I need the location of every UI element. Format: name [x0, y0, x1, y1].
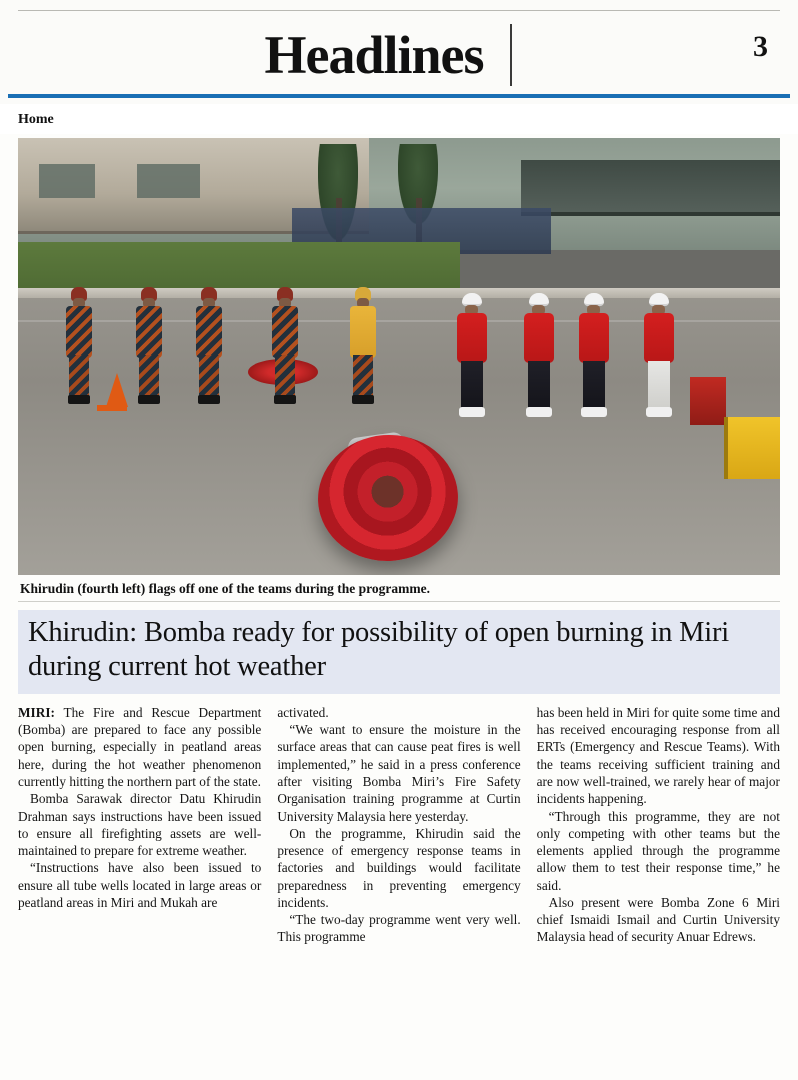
photo-block	[18, 138, 780, 602]
photo-canopy	[521, 160, 780, 216]
masthead-accent-rule	[8, 94, 790, 98]
photo-traffic-cone	[106, 373, 128, 407]
paragraph: MIRI: The Fire and Rescue Department (Bomba) are prepared to face any possible open burning, especially in peatland areas here, during the hot weather phenomenon currently hitting the northern part of the state.	[18, 704, 262, 789]
paragraph: “Instructions have also been issued to ensure all tube wells located in large areas or peatland areas in Miri and Mukah are	[18, 860, 262, 910]
photo-firefighter	[194, 287, 224, 405]
section-bar	[0, 104, 798, 134]
paragraph: activated.	[277, 704, 329, 720]
article-body	[18, 704, 780, 946]
paragraph: has been held in Miri for quite some time and has received encouraging response from all ERTs (Emergency and Rescue Teams). With the teams receiving sufficient training and are now well-trained, we rarely hear of major incidents happening.	[536, 704, 780, 807]
photo-yellow-barrier	[724, 417, 780, 479]
photo-red-rack	[690, 377, 726, 425]
photo-traffic-cone-base	[97, 405, 127, 411]
photo-ert-member	[456, 293, 488, 425]
section-label: Home	[18, 112, 54, 127]
photo-ert-member	[578, 293, 610, 425]
photo-firefighter	[64, 287, 94, 405]
photo-ert-member	[643, 293, 675, 425]
paragraph: Bomba Sarawak director Datu Khirudin Drahman says instructions have been issued to ensure all firefighting assets are well-maintained to prepare for extreme weather.	[18, 791, 262, 859]
photo-caption: Khirudin (fourth left) flags off one of the teams during the programme.	[18, 575, 780, 602]
article-headline: Khirudin: Bomba ready for possibility of open burning in Miri during current hot weather	[28, 617, 730, 682]
dateline: MIRI:	[18, 704, 55, 720]
photo-officer-khirudin	[348, 287, 378, 405]
masthead-inner	[0, 18, 798, 92]
headline-block	[18, 610, 780, 694]
photo-firefighter	[270, 287, 300, 405]
page-title: Headlines	[264, 25, 484, 85]
article-column-2	[277, 704, 520, 946]
paragraph: “We want to ensure the moisture in the surface areas that can cause peat fires is well implemented,” he said in a press conference after visiting Bomba Miri’s Fire Safety Organisation training programme at Curtin University Malaysia here yesterday.	[277, 722, 521, 824]
paragraph: “Through this programme, they are not only competing with other teams but the elements applied through the programme allow them to test their response time,” he said.	[536, 808, 780, 893]
article-column-1	[18, 704, 261, 946]
article-column-3	[537, 704, 780, 946]
article-photo	[18, 138, 780, 575]
paragraph: “The two-day programme went very well. This programme	[277, 912, 521, 945]
page-number: 3	[753, 30, 768, 63]
paragraph: Also present were Bomba Zone 6 Miri chief Ismaidi Ismail and Curtin University Malaysia head of security Anuar Edrews.	[536, 894, 780, 945]
masthead	[0, 0, 798, 104]
masthead-top-rule	[18, 10, 780, 11]
paragraph: On the programme, Khirudin said the presence of emergency response teams in factories and buildings would facilitate preparedness in preventing emergency incidents.	[277, 825, 521, 910]
photo-firefighter	[134, 287, 164, 405]
masthead-divider	[510, 24, 512, 86]
photo-ert-member	[523, 293, 555, 425]
